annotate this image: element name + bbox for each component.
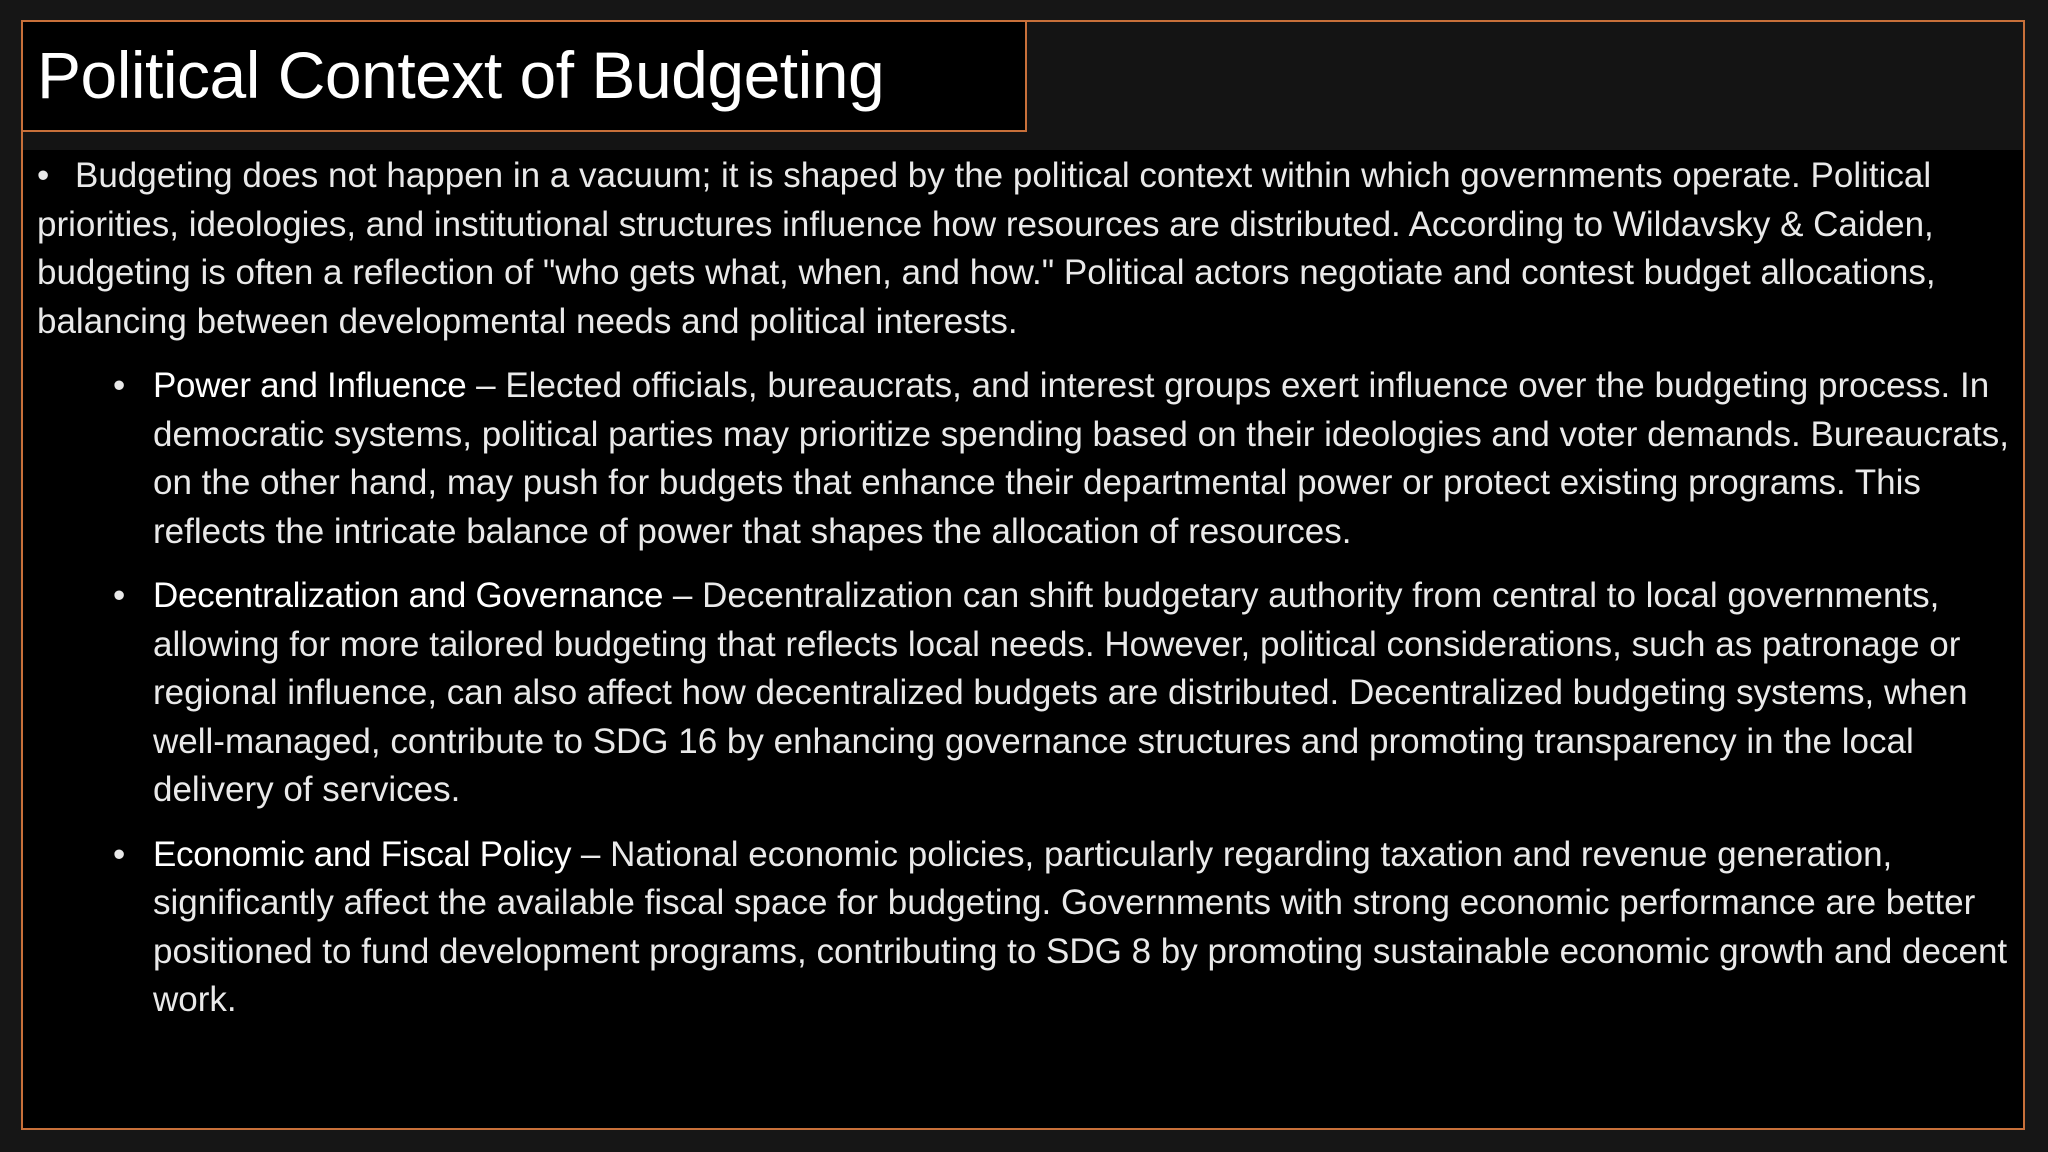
bullet-icon: • bbox=[113, 834, 126, 874]
slide-title: Political Context of Budgeting bbox=[37, 38, 885, 112]
sub-point-term: Decentralization and Governance bbox=[153, 576, 664, 615]
sub-point-economic-and-fiscal-policy bbox=[37, 831, 2012, 1025]
sub-point-power-and-influence bbox=[37, 362, 2012, 556]
sub-point-term: Power and Influence bbox=[153, 366, 467, 405]
sub-point-text: Elected officials, bureaucrats, and interest groups exert influence over the budgeting process. In democratic systems, political parties may prioritize spending based on their ideologies and voter demands. Bureaucrats, on the other hand, may push for budgets that enhance their departmental power or protect existing programs. This reflects the intricate balance of power that shapes the allocation of resources. bbox=[153, 366, 2009, 551]
sub-point-text: National economic policies, particularly regarding taxation and revenue generation, significantly affect the available fiscal space for budgeting. Governments with strong economic performance are better positioned to fund development programs, contributing to SDG 8 by promoting sustainable economic growth and decent work. bbox=[153, 834, 2008, 1019]
title-box bbox=[23, 22, 1027, 132]
slide-body bbox=[37, 152, 2012, 1041]
sub-point-list bbox=[37, 362, 2012, 1025]
sub-point-separator: – bbox=[663, 576, 703, 615]
bullet-icon: • bbox=[113, 576, 126, 615]
lead-paragraph bbox=[37, 152, 2012, 346]
bullet-icon: • bbox=[113, 366, 126, 405]
lead-paragraph-text: Budgeting does not happen in a vacuum; it is shaped by the political context within which governments operate. Political priorities, ideologies, and institutional structures influence how resources are distributed. According to Wildavsky & Caiden, budgeting is often a reflection of "who gets what, when, and how." Political actors negotiate and contest budget allocations, balancing between developmental needs and political interests. bbox=[37, 156, 1936, 341]
sub-point-decentralization-and-governance bbox=[37, 572, 2012, 815]
sub-point-separator: – bbox=[466, 366, 506, 405]
sub-point-text: Decentralization can shift budgetary authority from central to local governments, allowing for more tailored budgeting that reflects local needs. However, political considerations, such as patronage or regional influence, can also affect how decentralized budgets are distributed. Decentralized budgeting systems, when well-managed, contribute to SDG 16 by enhancing governance structures and promoting transparency in the local delivery of services. bbox=[153, 576, 1968, 809]
slide bbox=[21, 20, 2025, 1130]
sub-point-term: Economic and Fiscal Policy bbox=[153, 834, 572, 874]
sub-point-separator: – bbox=[571, 834, 611, 874]
bullet-icon: • bbox=[37, 156, 50, 195]
